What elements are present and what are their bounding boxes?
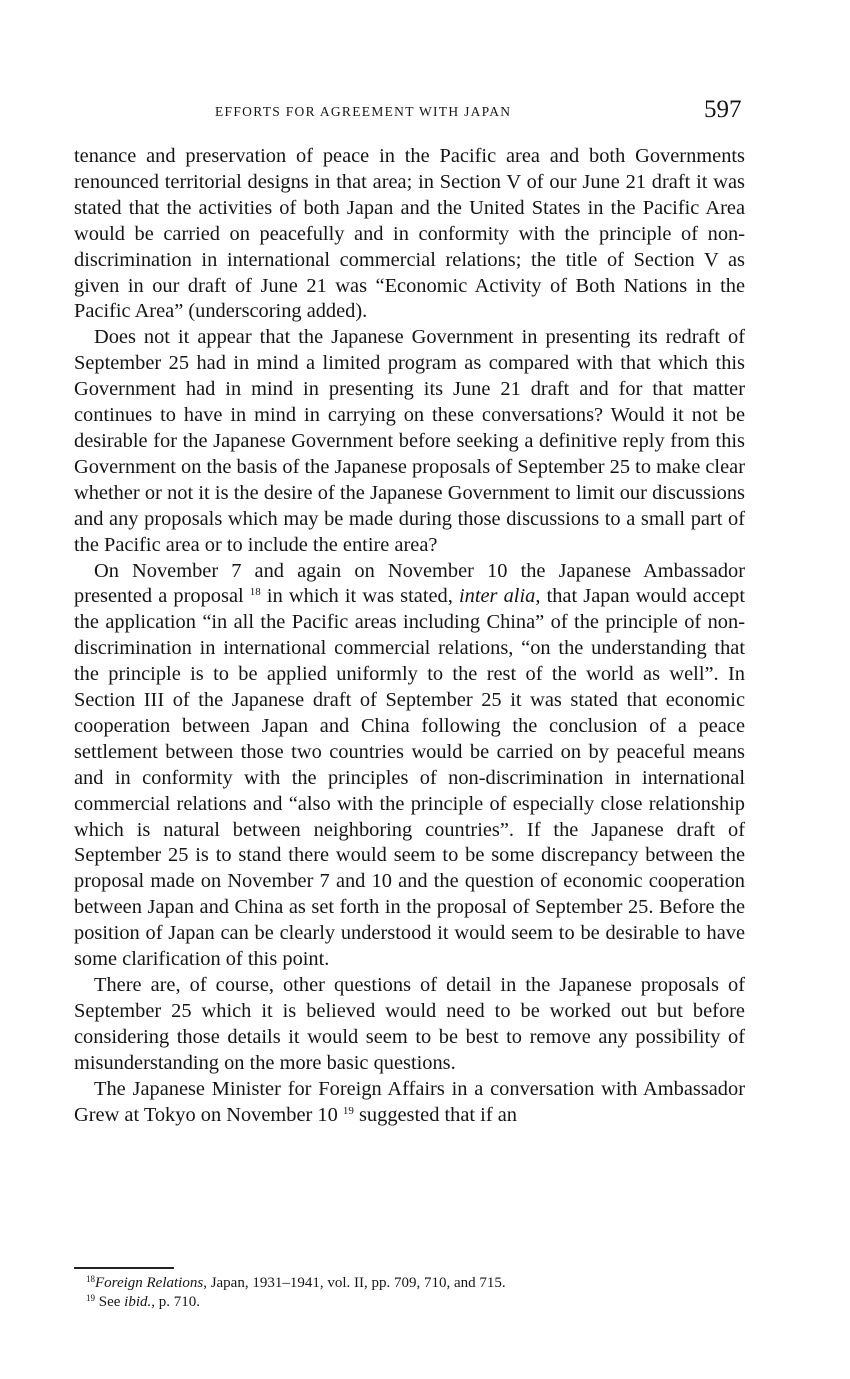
text-run: Does not it appear that the Japanese Government in presenting its redraft of September 25 had in mind a limited program as compared with that which this Government had in mind in presenting its June 21 draft and for that matter continues to have in mind in carrying on these conversations? Would it not be desirable for the Japanese Government before seeking a definitive reply from this Government on the basis of the Japanese proposals of September 25 to make clear whether or not it is the desire of the Japanese Government to limit our discussions and any proposals which may be made during those discussions to a small part of the Pacific area or to include the entire area? (74, 326, 745, 556)
italic-text: ibid. (124, 1293, 152, 1310)
text-run: , Japan, 1931–1941, vol. II, pp. 709, 710, and 715. (203, 1275, 506, 1291)
body-text (74, 144, 745, 1128)
text-run: tenance and preservation of peace in the Pacific area and both Governments renounced territorial designs in that area; in Section V of our June 21 draft it was stated that the activities of both Japan and the United States in the Pacific Area would be carried on peacefully and in conformity with the principle of non-discrimination in international commercial relations; the title of Section V as given in our draft of June 21 was “Economic Activity of Both Nations in the Pacific Area” (underscoring added). (74, 145, 745, 323)
text-run: On November 7 and again on November 10 the Japanese Ambassador presented a proposal (74, 559, 745, 608)
footnotes (86, 1274, 726, 1311)
footnote-marker: 19 (86, 1292, 95, 1303)
text-run: suggested that if an (353, 1103, 517, 1126)
italic-text: Foreign Relations (95, 1275, 204, 1291)
footnote-marker: 18 (249, 586, 261, 599)
text-run: The Japanese Minister for Foreign Affairs in a conversation with Ambassador Grew at Tokyo on November 10 (74, 1077, 745, 1126)
text-run: , that Japan would accept the application “in all the Pacific areas including China” of the principle of non-discrimination in international commercial relations, “on the understanding that the principle is to be applied uniformly to the rest of the world as well”. In Section III of the Japanese draft of September 25 it was stated that economic cooperation between Japan and China following the conclusion of a peace settlement between those two countries would be carried on by peaceful means and in conformity with the principles of non-discrimination in international commercial relations and “also with the principle of especially close relationship which is natural between neighboring countries”. If the Japanese draft of September 25 is to stand there would seem to be some discrepancy between the proposal made on November 7 and 10 and the question of economic cooperation between Japan and China as set forth in the proposal of September 25. Before the position of Japan can be clearly understood it would seem to be desirable to have some clarification of this point. (74, 585, 745, 971)
running-title: EFFORTS FOR AGREEMENT WITH JAPAN (215, 104, 512, 119)
footnote-separator (74, 1267, 174, 1269)
page-number: 597 (704, 96, 742, 123)
footnote-marker: 19 (342, 1104, 354, 1117)
text-run: in which it was stated, (260, 585, 459, 608)
text-run: , p. 710. (151, 1293, 201, 1310)
italic-text: inter alia (458, 585, 536, 608)
footnote-marker: 18 (86, 1274, 95, 1284)
page-header (0, 96, 850, 126)
paragraph (74, 144, 745, 325)
text-run: See (95, 1293, 125, 1310)
footnote (86, 1293, 726, 1312)
paragraph (74, 325, 745, 558)
text-run: There are, of course, other questions of detail in the Japanese proposals of September 25 which it is believed would need to be worked out but before considering those details it would seem to be best to remove any possibility of misunderstanding on the more basic questions. (74, 974, 745, 1074)
paragraph (74, 1077, 745, 1129)
paragraph (74, 973, 745, 1077)
footnote (86, 1274, 726, 1293)
paragraph (74, 559, 745, 974)
